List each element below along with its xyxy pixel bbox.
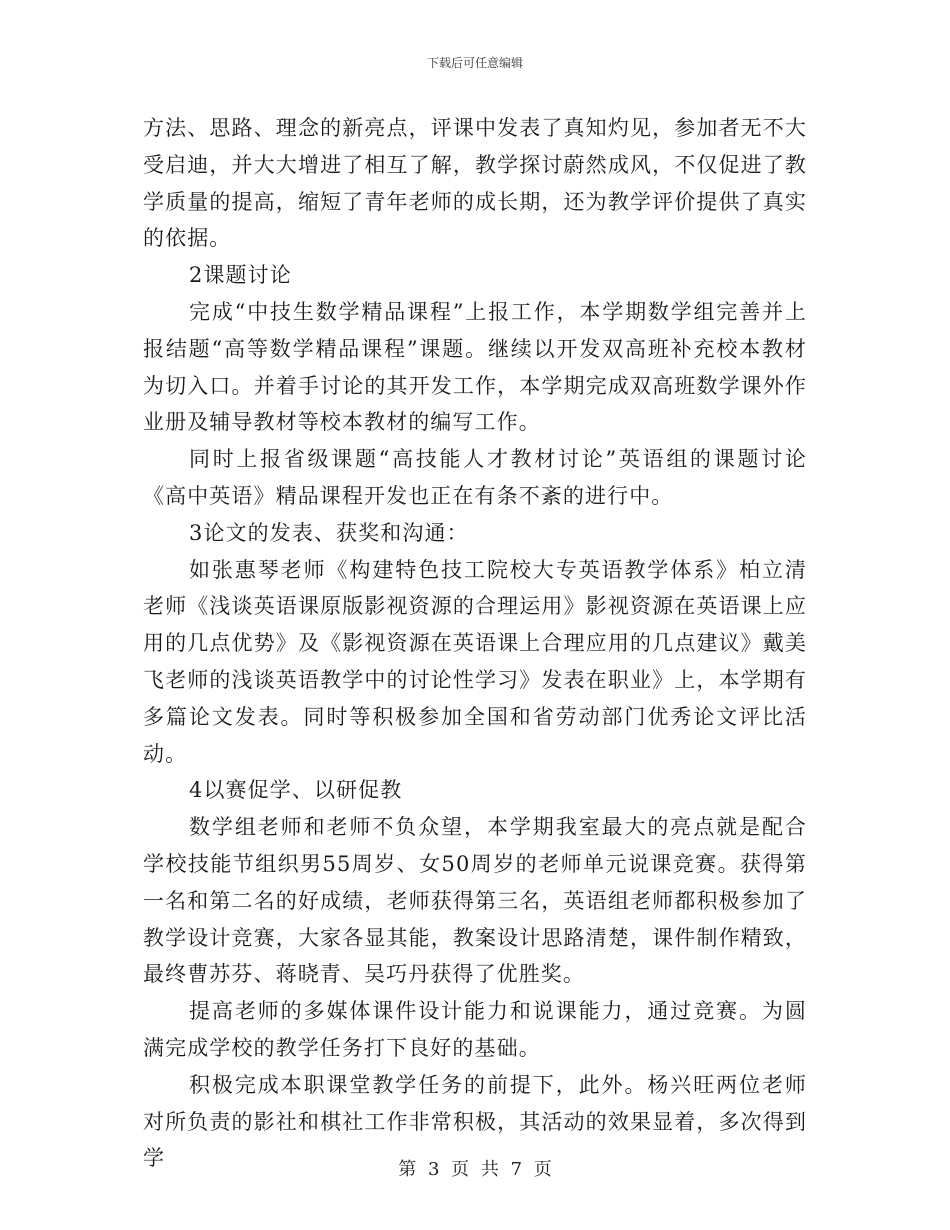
- section-heading: 3论文的发表、获奖和沟通：: [189, 520, 469, 545]
- paragraph: 提高老师的多媒体课件设计能力和说课能力，通过竞赛。为圆满完成学校的教学任务打下良好的基础。: [143, 999, 807, 1060]
- document-body: [143, 110, 807, 1177]
- paragraph: 完成“中技生数学精品课程”上报工作，本学期数学组完善并上报结题“高等数学精品课程”课题。继续以开发双高班补充校本教材为切入口。并着手讨论的其开发工作，本学期完成双高班数学课外作业册及辅导教材等校本教材的编写工作。: [143, 299, 807, 435]
- section-heading: 4以赛促学、以研促教: [189, 778, 403, 803]
- page-header: 下载后可任意编辑: [426, 56, 523, 70]
- paragraph: 如张惠琴老师《构建特色技工院校大专英语教学体系》柏立清老师《浅谈英语课原版影视资源的合理运用》影视资源在英语课上应用的几点优势》及《影视资源在英语课上合理应用的几点建议》戴美飞老师的浅谈英语教学中的讨论性学习》发表在职业》上，本学期有多篇论文发表。同时等积极参加全国和省劳动部门优秀论文评比活动。: [143, 557, 807, 766]
- paragraph: 方法、思路、理念的新亮点，评课中发表了真知灼见，参加者无不大受启迪，并大大增进了相互了解，教学探讨蔚然成风，不仅促进了教学质量的提高，缩短了青年老师的成长期，还为教学评价提供了真实的依据。: [143, 116, 807, 251]
- section-heading: 2课题讨论: [189, 263, 292, 288]
- paragraph: 积极完成本职课堂教学任务的前提下，此外。杨兴旺两位老师对所负责的影社和棋社工作非常积极，其活动的效果显着，多次得到学: [143, 1072, 807, 1171]
- paragraph: 同时上报省级课题“高技能人才教材讨论”英语组的课题讨论《高中英语》精品课程开发也正在有条不紊的进行中。: [143, 447, 807, 508]
- paragraph: 数学组老师和老师不负众望，本学期我室最大的亮点就是配合学校技能节组织男55周岁、女50周岁的老师单元说课竞赛。获得第一名和第二名的好成绩，老师获得第三名，英语组老师都积极参加了教学设计竞赛，大家各显其能，教案设计思路清楚，课件制作精致，最终曹苏芬、蒋晓青、吴巧丹获得了优胜奖。: [143, 815, 807, 987]
- page-footer: 第 3 页 共 7 页: [398, 1159, 552, 1180]
